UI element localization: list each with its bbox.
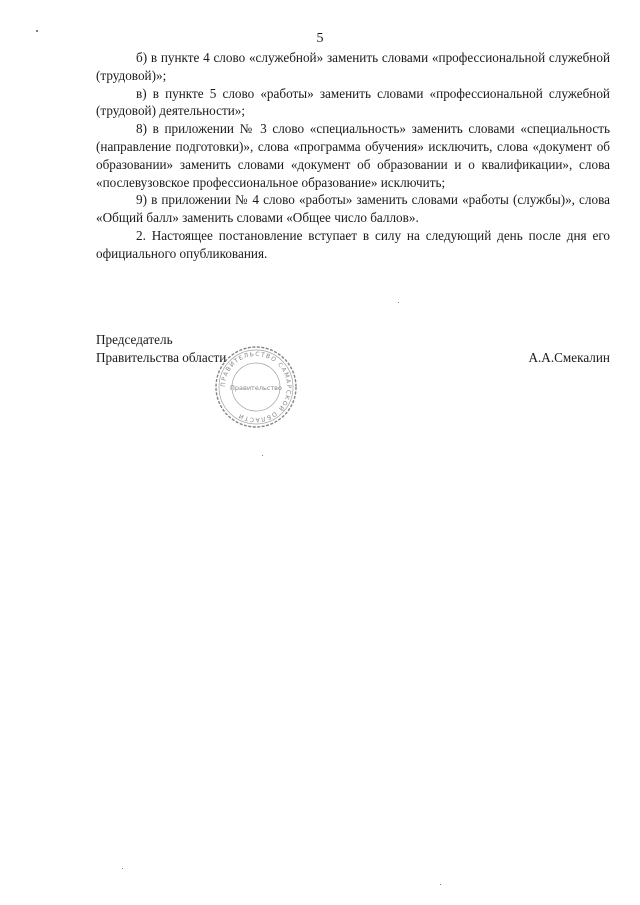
page-number: 5: [316, 31, 324, 46]
signatory-title-line2: Правительства области: [96, 349, 227, 365]
paragraph-v-point-5: в) в пункте 5 слово «работы» заменить словами «профессиональной служебной (трудовой) деятельности»;: [96, 85, 610, 119]
svg-text:ПРАВИТЕЛЬСТВО САМАРСКОЙ ОБЛАСТ: ПРАВИТЕЛЬСТВО САМАРСКОЙ ОБЛАСТИ: [219, 350, 293, 424]
scan-speck: [440, 884, 441, 885]
scan-speck: [36, 30, 38, 32]
signatory-title-line1: Председатель: [96, 332, 173, 347]
paragraph-2-entry-into-force: 2. Настоящее постановление вступает в силу на следующий день после дня его официального опубликования.: [96, 227, 610, 261]
paragraph-b-point-4: б) в пункте 4 слово «служебной» заменить словами «профессиональной служебной (трудовой)»;: [96, 50, 610, 83]
document-body: [96, 49, 610, 263]
paragraph-9-appendix-4: 9) в приложении № 4 слово «работы» заменить словами «работы (службы)», слова «Общий балл» заменить словами «Общее число баллов».: [96, 192, 610, 226]
paragraph-8-appendix-3: 8) в приложении № 3 слово «специальность» заменить словами «специальность (направление подготовки)», слова «программа обучения» исключить, слова «документ об образовании» заменить словами «документ об образовании и о квалификации», слова «послевузовское профессиональное образование» исключить;: [96, 121, 610, 190]
scan-speck: [122, 868, 123, 869]
signatory-name: А.А.Смекалин: [528, 349, 610, 365]
scan-speck: [262, 455, 263, 456]
official-seal-stamp: [214, 345, 298, 429]
svg-text:Правительство: Правительство: [230, 384, 282, 392]
scan-speck: [398, 302, 399, 303]
signature-block: [96, 331, 610, 367]
